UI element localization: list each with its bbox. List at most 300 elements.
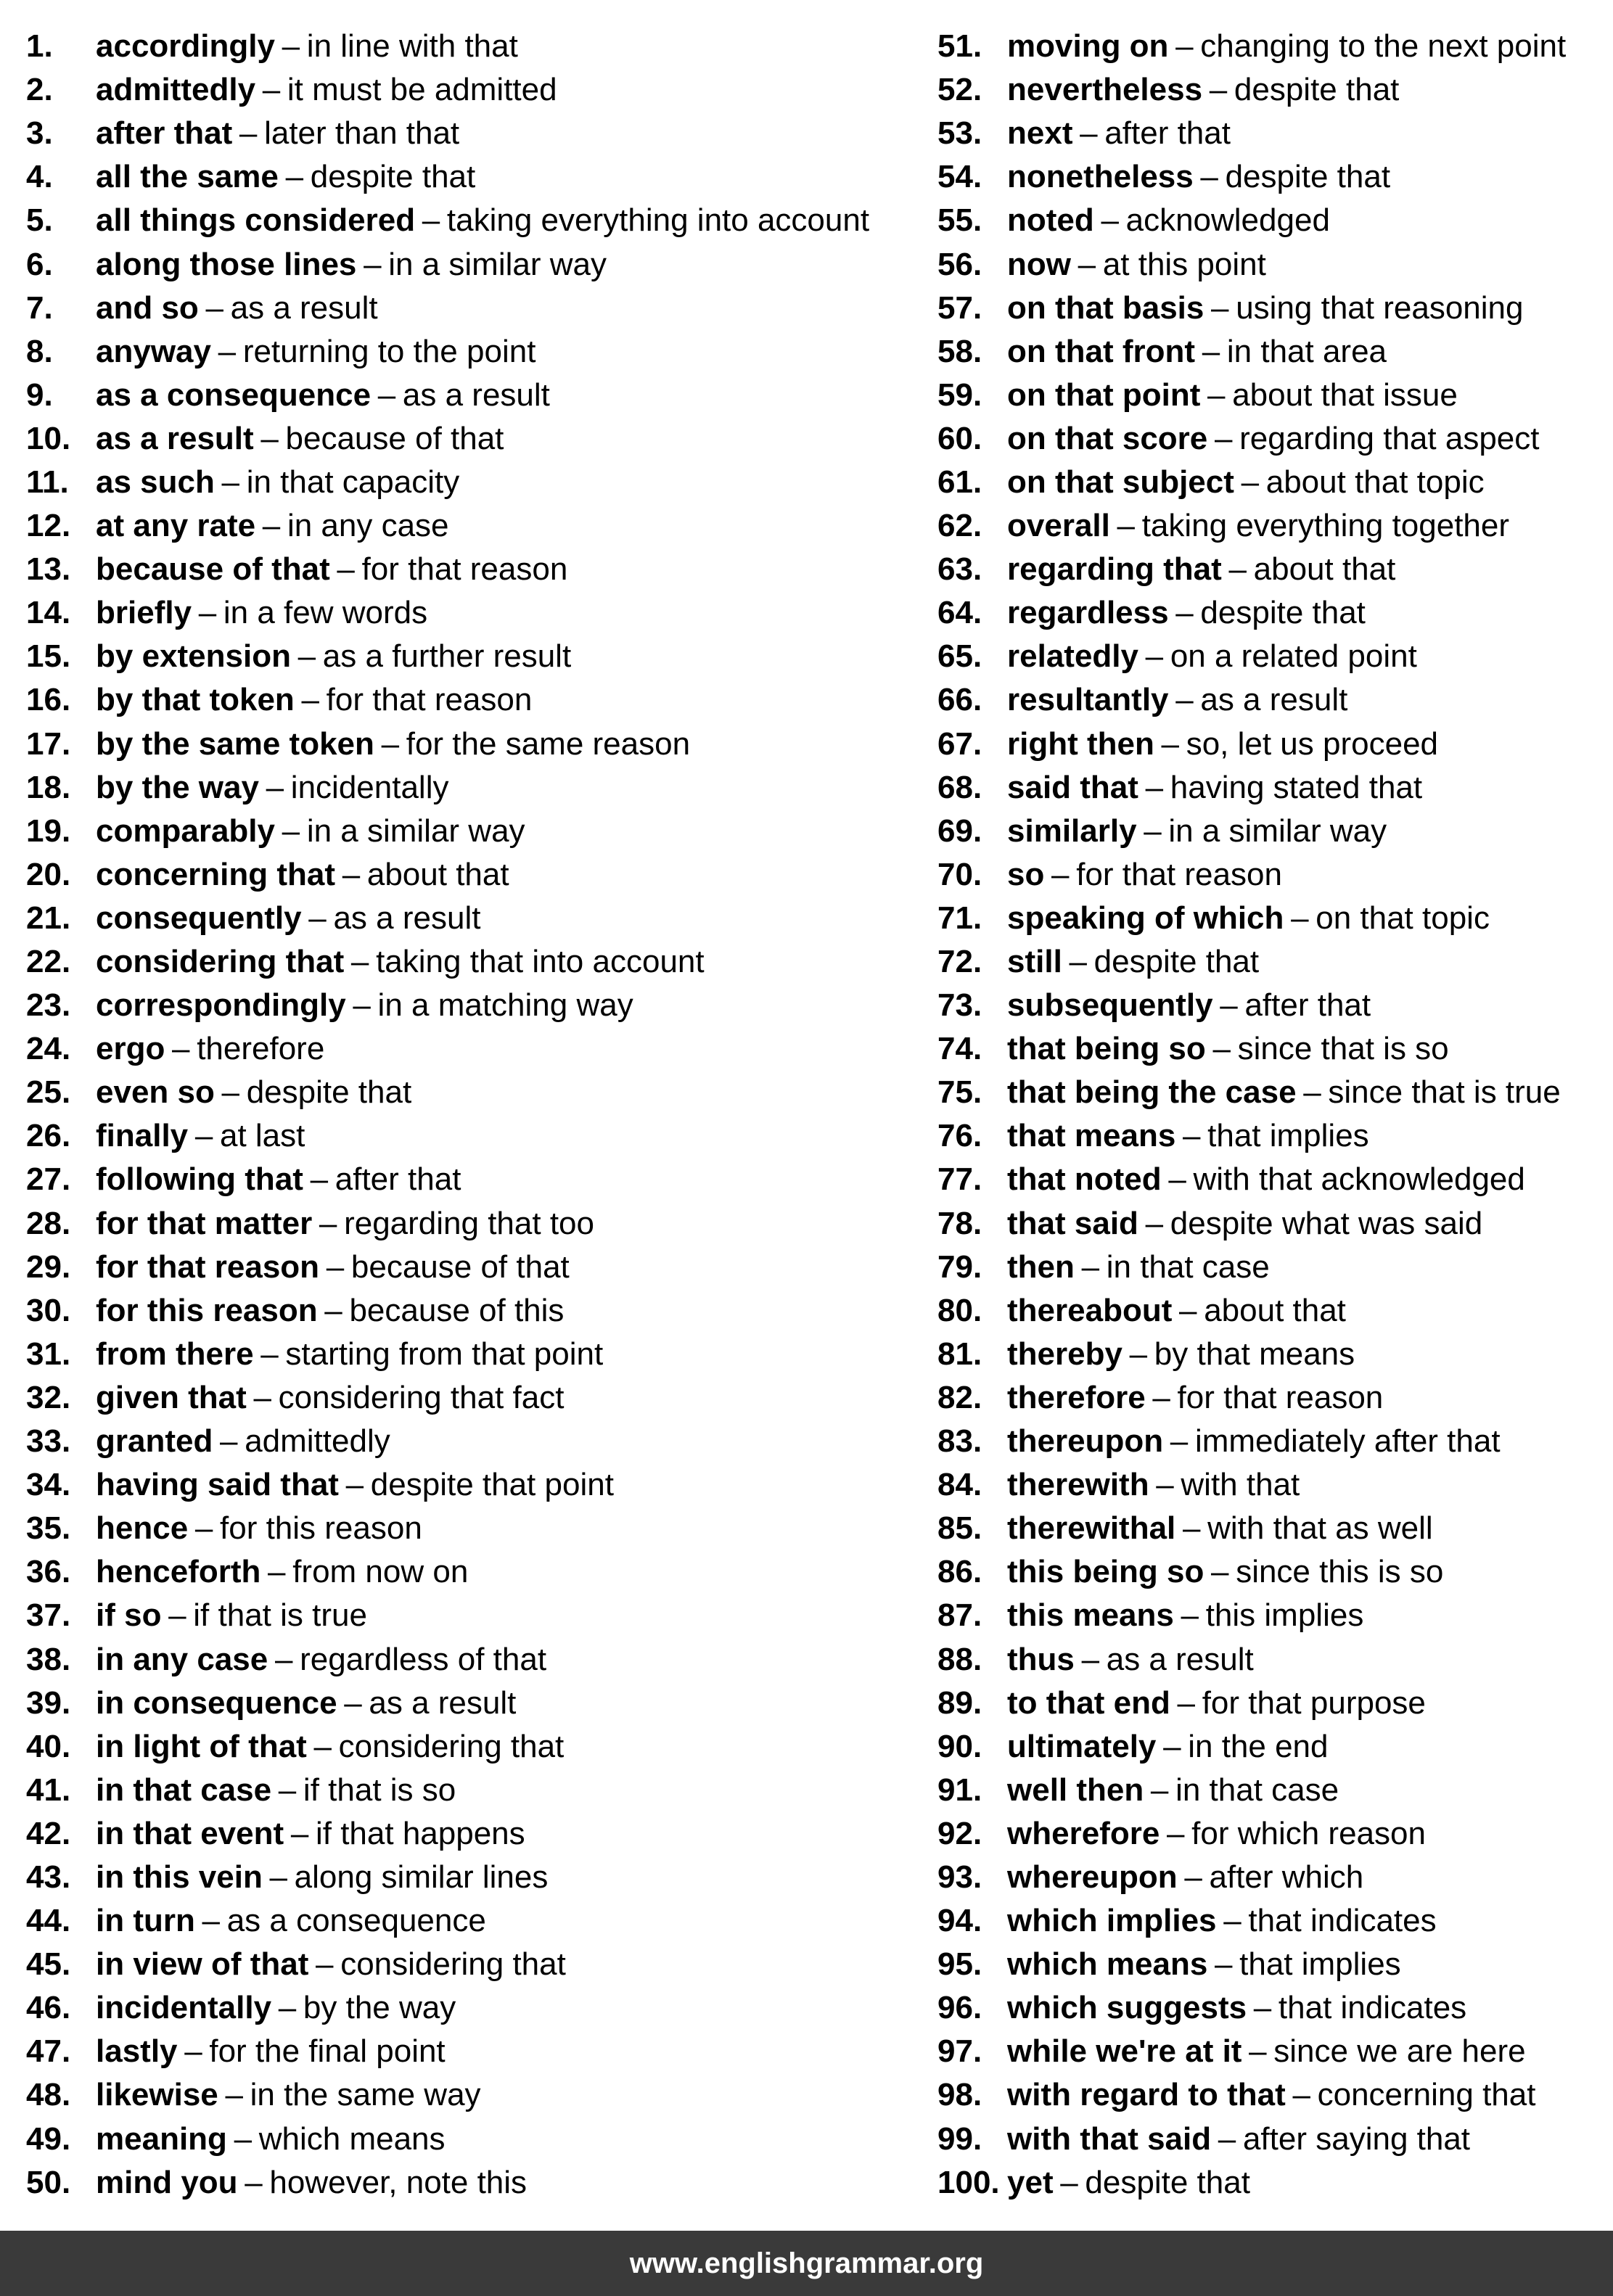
list-item: [937, 417, 1591, 461]
item-term: even so: [96, 1074, 215, 1111]
item-number: 42.: [26, 1815, 71, 1851]
item-number: 16.: [26, 682, 71, 718]
item-separator: –: [1144, 812, 1162, 849]
entry-list-right: [937, 25, 1591, 2205]
item-term: finally: [96, 1118, 189, 1154]
item-separator: –: [1249, 2033, 1267, 2070]
item-definition: at this point: [1102, 246, 1266, 282]
item-term: to that end: [1007, 1684, 1170, 1721]
item-separator: –: [1223, 1903, 1241, 1939]
item-term: then: [1007, 1248, 1075, 1285]
item-term: thereupon: [1007, 1423, 1164, 1460]
list-item: [26, 766, 897, 810]
list-item: [26, 1812, 897, 1856]
footer-bar: [0, 2231, 1613, 2296]
item-number: 87.: [937, 1597, 982, 1634]
item-definition: for this reason: [220, 1510, 422, 1547]
list-item: [937, 1333, 1591, 1376]
item-separator: –: [184, 2033, 202, 2070]
item-term: meaning: [96, 2120, 227, 2157]
item-separator: –: [290, 1815, 309, 1851]
item-definition: from now on: [292, 1554, 469, 1590]
item-separator: –: [353, 987, 371, 1024]
item-definition: because of that: [350, 1248, 570, 1285]
item-separator: –: [1166, 1815, 1185, 1851]
item-number: 55.: [937, 202, 982, 239]
item-definition: about that topic: [1265, 464, 1485, 500]
list-item: [26, 548, 897, 591]
item-definition: regarding that aspect: [1239, 420, 1540, 456]
item-term: that being the case: [1007, 1074, 1297, 1111]
item-separator: –: [422, 202, 440, 239]
item-number: 7.: [26, 289, 53, 326]
item-term: as a consequence: [96, 377, 372, 413]
item-term: now: [1007, 246, 1071, 282]
item-number: 24.: [26, 1031, 71, 1067]
item-separator: –: [221, 464, 240, 500]
item-definition: because of this: [349, 1292, 565, 1328]
item-separator: –: [1150, 1772, 1169, 1808]
item-separator: –: [1214, 1946, 1233, 1983]
item-number: 19.: [26, 812, 71, 849]
list-item: [937, 1376, 1591, 1420]
item-number: 59.: [937, 377, 982, 413]
item-term: following that: [96, 1161, 303, 1198]
item-separator: –: [345, 1467, 364, 1503]
list-item: [26, 199, 897, 242]
item-term: wherefore: [1007, 1815, 1160, 1851]
list-item: [937, 2073, 1591, 2117]
item-term: if so: [96, 1597, 162, 1634]
list-item: [937, 1071, 1591, 1114]
list-item: [937, 897, 1591, 940]
item-separator: –: [1211, 1554, 1229, 1590]
item-separator: –: [1200, 159, 1218, 195]
item-term: anyway: [96, 333, 211, 369]
item-term: regardless: [1007, 595, 1169, 631]
item-definition: after saying that: [1242, 2120, 1471, 2157]
item-term: after that: [96, 115, 233, 152]
item-definition: for that reason: [326, 682, 533, 718]
item-term: concerning that: [96, 856, 336, 892]
item-number: 12.: [26, 508, 71, 544]
item-separator: –: [1175, 28, 1194, 65]
item-number: 53.: [937, 115, 982, 152]
item-separator: –: [234, 2120, 253, 2157]
list-item: [937, 25, 1591, 68]
item-number: 85.: [937, 1510, 982, 1547]
item-number: 10.: [26, 420, 71, 456]
list-item: [937, 112, 1591, 155]
item-number: 73.: [937, 987, 982, 1024]
item-term: moving on: [1007, 28, 1169, 65]
item-separator: –: [168, 1597, 186, 1634]
item-separator: –: [1253, 1990, 1272, 2026]
item-term: on that subject: [1007, 464, 1234, 500]
item-term: with regard to that: [1007, 2077, 1286, 2113]
list-item: [937, 1812, 1591, 1856]
list-item: [26, 242, 897, 286]
item-definition: having stated that: [1170, 769, 1423, 805]
item-definition: after that: [334, 1161, 461, 1198]
item-term: which means: [1007, 1946, 1208, 1983]
list-item: [26, 1986, 897, 2030]
list-item: [937, 678, 1591, 722]
item-definition: concerning that: [1317, 2077, 1536, 2113]
item-definition: as a further result: [322, 638, 572, 675]
item-separator: –: [1181, 1597, 1199, 1634]
item-number: 69.: [937, 812, 982, 849]
item-separator: –: [1069, 944, 1087, 980]
list-item: [26, 810, 897, 853]
item-number: 74.: [937, 1031, 982, 1067]
list-item: [937, 1463, 1591, 1507]
item-separator: –: [1291, 900, 1309, 936]
list-item: [26, 417, 897, 461]
item-definition: in the end: [1188, 1728, 1329, 1764]
item-term: said that: [1007, 769, 1138, 805]
item-separator: –: [1129, 1336, 1148, 1372]
item-definition: despite that point: [370, 1467, 614, 1503]
item-term: thus: [1007, 1641, 1075, 1677]
item-separator: –: [1184, 1859, 1202, 1895]
item-term: next: [1007, 115, 1073, 152]
list-item: [937, 1420, 1591, 1463]
item-term: all things considered: [96, 202, 416, 239]
item-term: this being so: [1007, 1554, 1204, 1590]
item-separator: –: [1241, 464, 1260, 500]
item-term: well then: [1007, 1772, 1144, 1808]
list-item: [26, 1114, 897, 1158]
item-separator: –: [1214, 420, 1233, 456]
item-definition: after which: [1209, 1859, 1364, 1895]
item-definition: regarding that too: [344, 1205, 594, 1241]
item-definition: despite that: [1225, 159, 1391, 195]
item-definition: returning to the point: [242, 333, 536, 369]
item-number: 2.: [26, 72, 53, 108]
item-number: 100.: [937, 2164, 1000, 2200]
item-definition: for that reason: [1076, 856, 1282, 892]
item-term: as such: [96, 464, 215, 500]
item-definition: this implies: [1205, 1597, 1364, 1634]
item-term: along those lines: [96, 246, 357, 282]
list-item: [937, 1769, 1591, 1812]
item-term: that noted: [1007, 1161, 1162, 1198]
item-separator: –: [1209, 72, 1228, 108]
list-item: [26, 68, 897, 112]
list-item: [26, 2030, 897, 2073]
item-term: lastly: [96, 2033, 178, 2070]
item-separator: –: [282, 812, 300, 849]
list-item: [26, 1769, 897, 1812]
item-separator: –: [239, 115, 258, 152]
list-item: [937, 810, 1591, 853]
item-term: on that point: [1007, 377, 1201, 413]
item-definition: since this is so: [1236, 1554, 1444, 1590]
item-definition: after that: [1244, 987, 1371, 1024]
item-number: 61.: [937, 464, 982, 500]
item-definition: therefore: [197, 1031, 325, 1067]
item-separator: –: [1168, 1161, 1186, 1198]
item-separator: –: [269, 1859, 287, 1895]
item-number: 56.: [937, 246, 982, 282]
item-term: briefly: [96, 595, 192, 631]
item-number: 31.: [26, 1336, 71, 1372]
item-separator: –: [1156, 1467, 1174, 1503]
list-item: [937, 2030, 1591, 2073]
item-separator: –: [1117, 508, 1136, 544]
list-item: [937, 1202, 1591, 1246]
item-separator: –: [1175, 595, 1194, 631]
item-definition: so, let us proceed: [1186, 725, 1439, 762]
item-definition: along similar lines: [294, 1859, 549, 1895]
item-number: 30.: [26, 1292, 71, 1328]
item-number: 68.: [937, 769, 982, 805]
list-item: [26, 591, 897, 635]
item-number: 39.: [26, 1684, 71, 1721]
item-term: on that front: [1007, 333, 1196, 369]
item-separator: –: [337, 551, 355, 588]
item-number: 8.: [26, 333, 53, 369]
item-term: speaking of which: [1007, 900, 1284, 936]
item-number: 38.: [26, 1641, 71, 1677]
item-number: 63.: [937, 551, 982, 588]
item-separator: –: [1212, 1031, 1231, 1067]
item-number: 88.: [937, 1641, 982, 1677]
item-number: 49.: [26, 2120, 71, 2157]
list-item: [937, 155, 1591, 199]
item-number: 29.: [26, 1248, 71, 1285]
item-definition: as a result: [369, 1684, 517, 1721]
list-item: [937, 1856, 1591, 1899]
item-number: 86.: [937, 1554, 982, 1590]
item-number: 93.: [937, 1859, 982, 1895]
item-definition: for the final point: [209, 2033, 446, 2070]
item-term: in turn: [96, 1903, 195, 1939]
item-number: 34.: [26, 1467, 71, 1503]
item-definition: that implies: [1207, 1118, 1369, 1154]
item-definition: if that is so: [303, 1772, 456, 1808]
item-definition: however, note this: [269, 2164, 528, 2200]
list-item: [937, 2161, 1591, 2205]
item-separator: –: [1163, 1728, 1181, 1764]
list-item: [937, 330, 1591, 374]
item-separator: –: [308, 900, 327, 936]
item-separator: –: [285, 159, 304, 195]
item-definition: as a result: [333, 900, 481, 936]
item-number: 26.: [26, 1118, 71, 1154]
item-number: 82.: [937, 1379, 982, 1415]
item-number: 60.: [937, 420, 982, 456]
list-item: [937, 199, 1591, 242]
item-separator: –: [301, 682, 319, 718]
item-separator: –: [198, 595, 217, 631]
item-definition: later than that: [264, 115, 460, 152]
item-definition: taking everything into account: [446, 202, 870, 239]
item-number: 65.: [937, 638, 982, 675]
item-number: 41.: [26, 1772, 71, 1808]
item-number: 67.: [937, 725, 982, 762]
list-item: [26, 1071, 897, 1114]
item-term: consequently: [96, 900, 302, 936]
item-term: thereabout: [1007, 1292, 1173, 1328]
list-item: [937, 1114, 1591, 1158]
item-term: whereupon: [1007, 1859, 1178, 1895]
item-definition: about that: [366, 856, 509, 892]
item-definition: if that happens: [315, 1815, 525, 1851]
item-term: mind you: [96, 2164, 238, 2200]
item-separator: –: [344, 1684, 362, 1721]
item-number: 84.: [937, 1467, 982, 1503]
item-separator: –: [282, 28, 300, 65]
item-term: therewith: [1007, 1467, 1149, 1503]
item-number: 45.: [26, 1946, 71, 1983]
item-term: given that: [96, 1379, 247, 1415]
entry-list-left: [26, 25, 897, 2205]
item-number: 17.: [26, 725, 71, 762]
item-definition: acknowledged: [1125, 202, 1330, 239]
item-number: 83.: [937, 1423, 982, 1460]
item-definition: since that is true: [1328, 1074, 1561, 1111]
item-number: 70.: [937, 856, 982, 892]
item-separator: –: [202, 1903, 221, 1939]
list-item: [26, 2073, 897, 2117]
item-definition: in line with that: [306, 28, 518, 65]
list-item: [26, 1202, 897, 1246]
item-number: 79.: [937, 1248, 982, 1285]
item-definition: because of that: [285, 420, 504, 456]
item-separator: –: [310, 1161, 329, 1198]
item-number: 18.: [26, 769, 71, 805]
list-item: [937, 242, 1591, 286]
item-number: 48.: [26, 2077, 71, 2113]
item-separator: –: [262, 508, 281, 544]
item-number: 92.: [937, 1815, 982, 1851]
list-item: [26, 330, 897, 374]
list-item: [937, 1682, 1591, 1725]
item-separator: –: [1101, 202, 1119, 239]
item-definition: which means: [258, 2120, 446, 2157]
list-item: [937, 1725, 1591, 1769]
list-item: [937, 2118, 1591, 2161]
item-definition: starting from that point: [285, 1336, 604, 1372]
item-term: that said: [1007, 1205, 1138, 1241]
item-number: 35.: [26, 1510, 71, 1547]
list-item: [26, 1899, 897, 1943]
item-number: 9.: [26, 377, 53, 413]
list-item: [26, 1856, 897, 1899]
item-number: 11.: [26, 464, 69, 500]
list-item: [26, 678, 897, 722]
item-number: 71.: [937, 900, 982, 936]
item-definition: it must be admitted: [287, 72, 557, 108]
list-item: [937, 1899, 1591, 1943]
item-number: 54.: [937, 159, 982, 195]
item-separator: –: [1202, 333, 1220, 369]
item-term: resultantly: [1007, 682, 1169, 718]
item-definition: as a result: [1200, 682, 1348, 718]
list-item: [937, 461, 1591, 504]
item-definition: on a related point: [1170, 638, 1417, 675]
item-term: by the way: [96, 769, 259, 805]
item-definition: despite what was said: [1170, 1205, 1483, 1241]
item-definition: as a consequence: [226, 1903, 486, 1939]
item-term: all the same: [96, 159, 279, 195]
item-definition: in that case: [1175, 1772, 1339, 1808]
item-separator: –: [313, 1728, 332, 1764]
item-term: with that said: [1007, 2120, 1212, 2157]
item-separator: –: [1220, 987, 1238, 1024]
item-separator: –: [1060, 2164, 1078, 2200]
item-number: 98.: [937, 2077, 982, 2113]
item-number: 76.: [937, 1118, 982, 1154]
item-definition: for that reason: [361, 551, 568, 588]
item-number: 99.: [937, 2120, 982, 2157]
item-definition: on that topic: [1316, 900, 1490, 936]
item-separator: –: [319, 1205, 337, 1241]
list-item: [26, 1289, 897, 1333]
item-number: 6.: [26, 246, 53, 282]
item-number: 64.: [937, 595, 982, 631]
item-separator: –: [278, 1772, 297, 1808]
item-definition: taking that into account: [376, 944, 705, 980]
item-separator: –: [342, 856, 361, 892]
item-term: regarding that: [1007, 551, 1222, 588]
item-definition: in any case: [287, 508, 449, 544]
item-definition: in a similar way: [1168, 812, 1387, 849]
item-definition: that indicates: [1278, 1990, 1467, 2026]
item-definition: in that area: [1226, 333, 1387, 369]
item-number: 22.: [26, 944, 71, 980]
list-item: [937, 940, 1591, 984]
list-item: [26, 984, 897, 1027]
item-number: 5.: [26, 202, 53, 239]
item-separator: –: [245, 2164, 263, 2200]
item-term: on that score: [1007, 420, 1208, 456]
item-separator: –: [194, 1118, 213, 1154]
list-item: [937, 374, 1591, 417]
item-term: in that case: [96, 1772, 272, 1808]
item-definition: changing to the next point: [1200, 28, 1567, 65]
item-definition: for that reason: [1177, 1379, 1384, 1415]
list-item: [26, 1507, 897, 1550]
item-term: similarly: [1007, 812, 1137, 849]
item-separator: –: [1175, 682, 1194, 718]
item-number: 13.: [26, 551, 71, 588]
item-number: 33.: [26, 1423, 71, 1460]
item-term: considering that: [96, 944, 345, 980]
list-item: [937, 984, 1591, 1027]
item-number: 95.: [937, 1946, 982, 1983]
item-term: thereby: [1007, 1336, 1122, 1372]
list-item: [26, 1333, 897, 1376]
item-number: 3.: [26, 115, 53, 152]
item-term: as a result: [96, 420, 254, 456]
item-separator: –: [262, 72, 281, 108]
item-separator: –: [377, 377, 396, 413]
item-number: 20.: [26, 856, 71, 892]
item-separator: –: [1303, 1074, 1321, 1111]
list-item: [26, 1027, 897, 1071]
item-term: which implies: [1007, 1903, 1217, 1939]
item-separator: –: [1228, 551, 1247, 588]
item-number: 40.: [26, 1728, 71, 1764]
item-definition: if that is true: [193, 1597, 367, 1634]
item-term: henceforth: [96, 1554, 261, 1590]
item-term: noted: [1007, 202, 1094, 239]
item-number: 94.: [937, 1903, 982, 1939]
list-item: [937, 723, 1591, 766]
